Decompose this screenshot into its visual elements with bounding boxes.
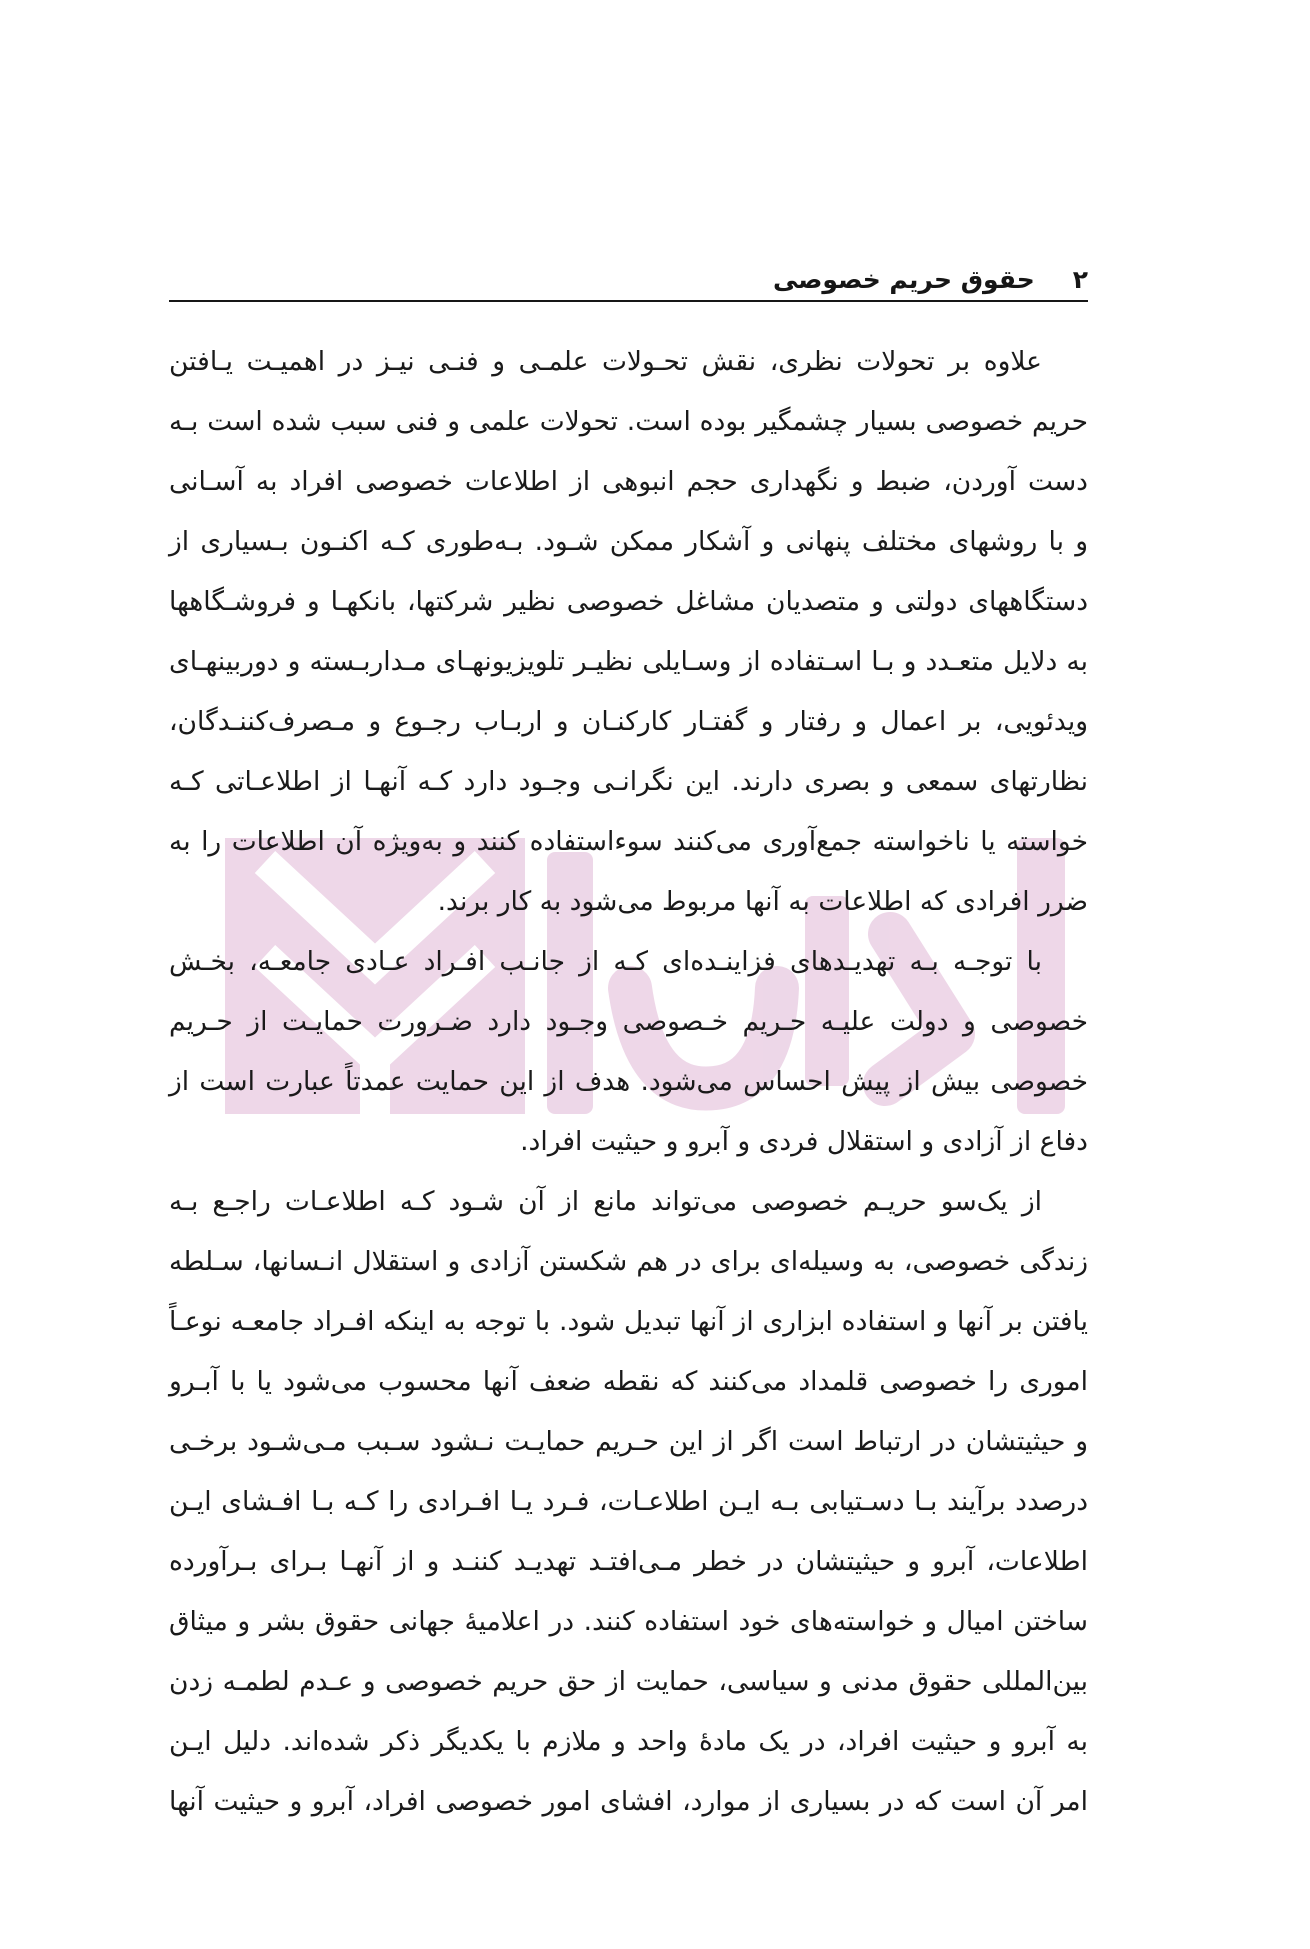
paragraph bbox=[169, 332, 1088, 932]
paragraph bbox=[169, 1172, 1088, 1832]
body-line: بین‌المللی حقوق مدنی و سیاسی، حمایت از حق حریم خصوصی و عـدم لطمـه زدن bbox=[169, 1666, 1088, 1697]
body-line: ویدئویی، بر اعمال و رفتار و گفتـار کارکنـان و اربـاب رجـوع و مـصرف‌کننـدگان، bbox=[169, 706, 1088, 737]
body-line: از یک‌سو حریـم خصوصی می‌تواند مانع از آن شـود کـه اطلاعـات راجـع بـه bbox=[169, 1186, 1042, 1217]
body-line: درصدد برآیند بـا دسـتیابی بـه ایـن اطلاعـات، فـرد یـا افـرادی را کـه بـا افـشای ایـن bbox=[169, 1486, 1088, 1517]
body-line: و با روشهای مختلف پنهانی و آشکار ممکن شـود. بـه‌طوری کـه اکنـون بـسیاری از bbox=[169, 526, 1088, 557]
body-line: اطلاعات، آبرو و حیثیتشان در خطر مـی‌افتـد تهدیـد کننـد و از آنهـا بـرای بـرآورده bbox=[169, 1546, 1088, 1577]
body-line: ضرر افرادی که اطلاعات به آنها مربوط می‌شود به کار برند. bbox=[437, 886, 1088, 917]
running-title: حقوق حریم خصوصی bbox=[772, 265, 1035, 294]
page-number: ۲ bbox=[1072, 265, 1088, 294]
body-line: ساختن امیال و خواسته‌های خود استفاده کنند. در اعلامیهٔ جهانی حقوق بشر و میثاق bbox=[169, 1606, 1088, 1637]
body-line: با توجـه بـه تهدیـدهای فزاینـده‌ای کـه از جانـب افـراد عـادی جامعـه، بخـش bbox=[169, 946, 1042, 977]
body-line: نظارتهای سمعی و بصری دارند. این نگرانـی وجـود دارد کـه آنهـا از اطلاعـاتی کـه bbox=[169, 766, 1088, 797]
body-line: حریم خصوصی بسیار چشمگیر بوده است. تحولات علمی و فنی سبب شده است بـه bbox=[169, 406, 1088, 437]
body-line: خصوصی و دولت علیـه حـریم خـصوصی وجـود دارد ضـرورت حمایـت از حـریم bbox=[169, 1006, 1088, 1037]
body-line: دست آوردن، ضبط و نگهداری حجم انبوهی از اطلاعات خصوصی افراد به آسـانی bbox=[169, 466, 1088, 497]
body-line: به دلایل متعـدد و بـا اسـتفاده از وسـایلی نظیـر تلویزیونهـای مـداربـسته و دوربینهـای bbox=[169, 646, 1088, 677]
body-line: دفاع از آزادی و استقلال فردی و آبرو و حیثیت افراد. bbox=[520, 1126, 1088, 1157]
header-rule bbox=[169, 300, 1088, 302]
body-line: یافتن بر آنها و استفاده ابزاری از آنها تبدیل شود. با توجه به اینکه افـراد جامعـه نوعـاً bbox=[169, 1306, 1088, 1337]
body-line: خواسته یا ناخواسته جمع‌آوری می‌کنند سوءاستفاده کنند و به‌ویژه آن اطلاعات را به bbox=[169, 826, 1088, 857]
body-line: اموری را خصوصی قلمداد می‌کنند که نقطه ضعف آنها محسوب می‌شود یا با آبـرو bbox=[169, 1366, 1088, 1397]
paragraph bbox=[169, 932, 1088, 1172]
body-line: امر آن است که در بسیاری از موارد، افشای امور خصوصی افراد، آبرو و حیثیت آنها bbox=[169, 1786, 1088, 1817]
body-line: و حیثیتشان در ارتباط است اگر از این حـریم حمایـت نـشود سـبب مـی‌شـود برخـی bbox=[169, 1426, 1088, 1457]
body-line: علاوه بر تحولات نظری، نقش تحـولات علمـی و فنـی نیـز در اهمیـت یـافتن bbox=[169, 346, 1042, 377]
body-line: به آبرو و حیثیت افراد، در یک مادهٔ واحد و ملازم با یکدیگر ذکر شده‌اند. دلیل ایـن bbox=[169, 1726, 1088, 1757]
body-line: زندگی خصوصی، به وسیله‌ای برای در هم شکستن آزادی و استقلال انـسانها، سـلطه bbox=[169, 1246, 1088, 1277]
body-line: خصوصی بیش از پیش احساس می‌شود. هدف از این حمایت عمدتاً عبارت است از bbox=[169, 1066, 1088, 1097]
body-text bbox=[169, 332, 1088, 1832]
body-line: دستگاههای دولتی و متصدیان مشاغل خصوصی نظیر شرکتها، بانکهـا و فروشـگاهها bbox=[169, 586, 1088, 617]
running-header bbox=[169, 250, 1088, 294]
